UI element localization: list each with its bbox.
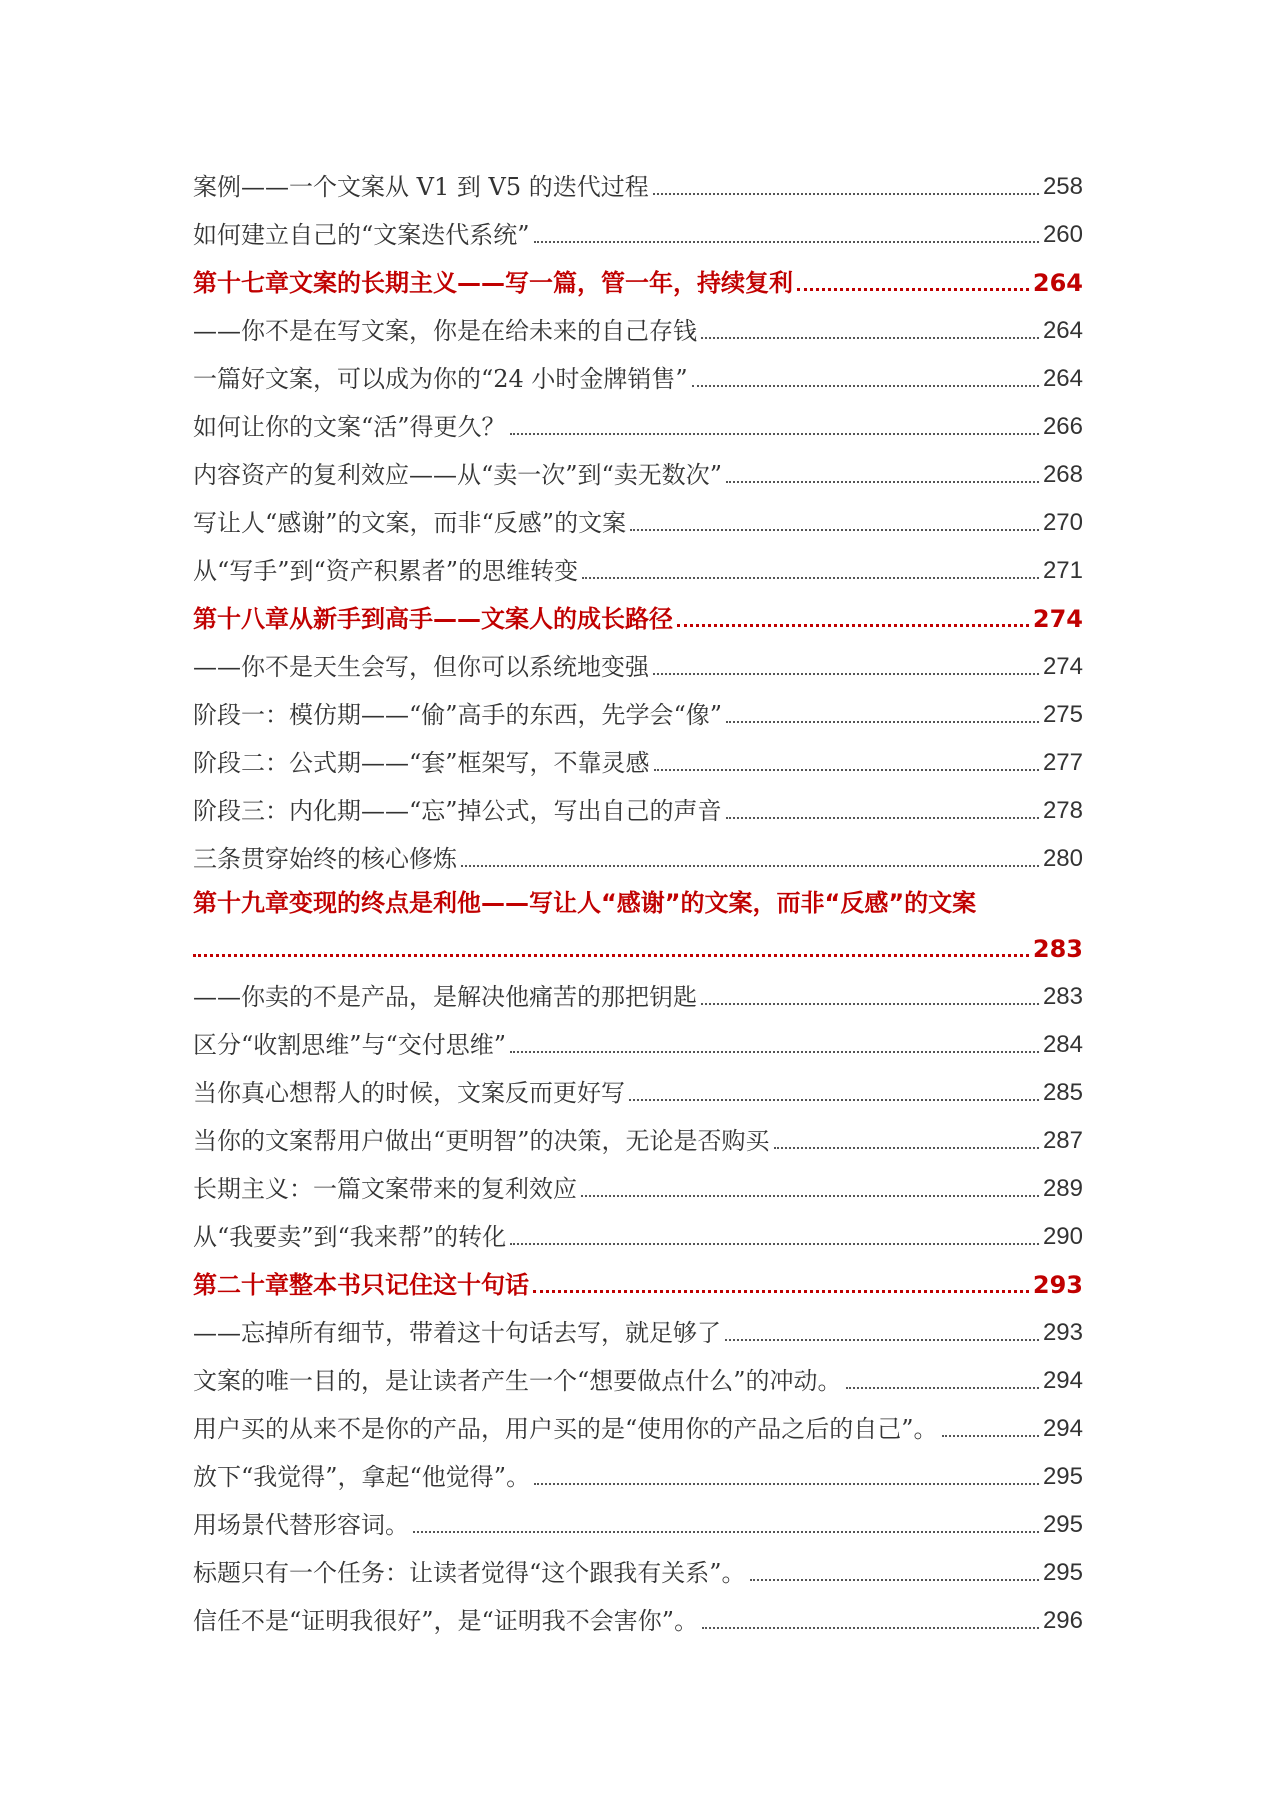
dot-leader xyxy=(653,673,1039,675)
dot-leader xyxy=(846,1387,1039,1389)
chapter-title: 第十七章文案的长期主义——写一篇，管一年，持续复利 xyxy=(193,269,793,297)
section-title: 阶段三：内化期——“忘”掉公式，写出自己的声音 xyxy=(193,797,722,825)
page-number: 275 xyxy=(1042,701,1083,728)
page-number: 289 xyxy=(1042,1175,1083,1202)
dot-leader xyxy=(701,1003,1039,1005)
toc-section-entry[interactable] xyxy=(193,964,1083,1012)
toc-section-entry[interactable] xyxy=(193,442,1083,490)
dot-leader xyxy=(510,1051,1039,1053)
page-number: 283 xyxy=(1032,935,1083,963)
section-title: ——你不是天生会写，但你可以系统地变强 xyxy=(193,653,649,681)
section-title: 三条贯穿始终的核心修炼 xyxy=(193,845,457,873)
toc-section-entry[interactable] xyxy=(193,1540,1083,1588)
section-title: 案例——一个文案从 V1 到 V5 的迭代过程 xyxy=(193,173,649,201)
dot-leader xyxy=(701,337,1039,339)
page-number: 274 xyxy=(1042,653,1083,680)
toc-section-entry[interactable] xyxy=(193,1204,1083,1252)
dot-leader xyxy=(461,865,1039,867)
page-number: 278 xyxy=(1042,797,1083,824)
page-number: 285 xyxy=(1042,1079,1083,1106)
dot-leader xyxy=(654,769,1039,771)
page-number: 264 xyxy=(1032,269,1083,297)
toc-section-entry[interactable] xyxy=(193,298,1083,346)
page-number: 283 xyxy=(1042,983,1083,1010)
section-title: 当你真心想帮人的时候，文案反而更好写 xyxy=(193,1079,625,1107)
toc-chapter-entry[interactable] xyxy=(193,586,1083,634)
section-title: 阶段一：模仿期——“偷”高手的东西，先学会“像” xyxy=(193,701,723,729)
section-title: 文案的唯一目的，是让读者产生一个“想要做点什么”的冲动。 xyxy=(193,1367,842,1395)
section-title: 信任不是“证明我很好”，是“证明我不会害你”。 xyxy=(193,1607,699,1635)
section-title: 放下“我觉得”，拿起“他觉得”。 xyxy=(193,1463,531,1491)
toc-section-entry[interactable] xyxy=(193,634,1083,682)
toc-section-entry[interactable] xyxy=(193,826,1083,874)
toc-section-entry[interactable] xyxy=(193,202,1083,250)
page-number: 258 xyxy=(1042,173,1083,200)
section-title: 标题只有一个任务：让读者觉得“这个跟我有关系”。 xyxy=(193,1559,746,1587)
toc-section-entry[interactable] xyxy=(193,1108,1083,1156)
toc-section-entry[interactable] xyxy=(193,1060,1083,1108)
page-number: 287 xyxy=(1042,1127,1083,1154)
dot-leader xyxy=(702,1627,1039,1629)
dot-leader xyxy=(413,1531,1039,1533)
dot-leader xyxy=(653,193,1039,195)
page-number: 290 xyxy=(1042,1223,1083,1250)
page-number: 284 xyxy=(1042,1031,1083,1058)
dot-leader xyxy=(797,288,1029,291)
dot-leader xyxy=(533,1290,1029,1293)
chapter-title: 第十九章变现的终点是利他——写让人“感谢”的文案，而非“反感”的文案 xyxy=(193,889,977,917)
toc-section-entry[interactable] xyxy=(193,154,1083,202)
toc-section-entry[interactable] xyxy=(193,1396,1083,1444)
toc-section-entry[interactable] xyxy=(193,1156,1083,1204)
section-title: 用户买的从来不是你的产品，用户买的是“使用你的产品之后的自己”。 xyxy=(193,1415,938,1443)
page-number: 280 xyxy=(1042,845,1083,872)
toc-section-entry[interactable] xyxy=(193,394,1083,442)
section-title: 一篇好文案，可以成为你的“24 小时金牌销售” xyxy=(193,365,688,393)
table-of-contents xyxy=(193,154,1083,1636)
toc-section-entry[interactable] xyxy=(193,1300,1083,1348)
dot-leader xyxy=(629,1099,1039,1101)
toc-section-entry[interactable] xyxy=(193,346,1083,394)
section-title: ——你卖的不是产品，是解决他痛苦的那把钥匙 xyxy=(193,983,697,1011)
dot-leader xyxy=(510,433,1039,435)
section-title: 从“写手”到“资产积累者”的思维转变 xyxy=(193,557,579,585)
dot-leader xyxy=(774,1147,1039,1149)
dot-leader xyxy=(750,1579,1039,1581)
dot-leader xyxy=(582,577,1039,579)
section-title: 用场景代替形容词。 xyxy=(193,1511,409,1539)
toc-section-entry[interactable] xyxy=(193,1012,1083,1060)
section-title: 如何建立自己的“文案迭代系统” xyxy=(193,221,530,249)
toc-chapter-entry[interactable] xyxy=(193,1252,1083,1300)
page-number: 268 xyxy=(1042,461,1083,488)
dot-leader xyxy=(726,481,1039,483)
chapter-title: 第二十章整本书只记住这十句话 xyxy=(193,1271,529,1299)
toc-chapter-entry[interactable] xyxy=(193,874,1083,964)
toc-section-entry[interactable] xyxy=(193,538,1083,586)
section-title: 长期主义：一篇文案带来的复利效应 xyxy=(193,1175,577,1203)
dot-leader xyxy=(942,1435,1039,1437)
dot-leader xyxy=(726,721,1039,723)
toc-section-entry[interactable] xyxy=(193,730,1083,778)
toc-section-entry[interactable] xyxy=(193,1348,1083,1396)
toc-chapter-entry[interactable] xyxy=(193,250,1083,298)
dot-leader xyxy=(630,529,1039,531)
dot-leader xyxy=(692,385,1039,387)
toc-section-entry[interactable] xyxy=(193,1588,1083,1636)
dot-leader xyxy=(193,954,1029,957)
section-title: 内容资产的复利效应——从“卖一次”到“卖无数次” xyxy=(193,461,723,489)
page-number: 294 xyxy=(1042,1415,1083,1442)
page-number: 274 xyxy=(1032,605,1083,633)
dot-leader xyxy=(725,1339,1039,1341)
dot-leader xyxy=(534,1483,1039,1485)
section-title: 区分“收割思维”与“交付思维” xyxy=(193,1031,507,1059)
toc-section-entry[interactable] xyxy=(193,682,1083,730)
page-number: 264 xyxy=(1042,317,1083,344)
page-number: 296 xyxy=(1042,1607,1083,1634)
toc-section-entry[interactable] xyxy=(193,778,1083,826)
page-number: 277 xyxy=(1042,749,1083,776)
dot-leader xyxy=(581,1195,1039,1197)
section-title: 当你的文案帮用户做出“更明智”的决策，无论是否购买 xyxy=(193,1127,770,1155)
page-number: 295 xyxy=(1042,1463,1083,1490)
page-number: 270 xyxy=(1042,509,1083,536)
dot-leader xyxy=(534,241,1039,243)
page-number: 295 xyxy=(1042,1559,1083,1586)
page-number: 295 xyxy=(1042,1511,1083,1538)
section-title: 写让人“感谢”的文案，而非“反感”的文案 xyxy=(193,509,627,537)
dot-leader xyxy=(726,817,1039,819)
page-number: 266 xyxy=(1042,413,1083,440)
chapter-title: 第十八章从新手到高手——文案人的成长路径 xyxy=(193,605,673,633)
section-title: 如何让你的文案“活”得更久？ xyxy=(193,413,506,441)
toc-section-entry[interactable] xyxy=(193,1444,1083,1492)
dot-leader xyxy=(510,1243,1039,1245)
page-number: 293 xyxy=(1042,1319,1083,1346)
toc-section-entry[interactable] xyxy=(193,490,1083,538)
page-number: 260 xyxy=(1042,221,1083,248)
section-title: ——你不是在写文案，你是在给未来的自己存钱 xyxy=(193,317,697,345)
section-title: 从“我要卖”到“我来帮”的转化 xyxy=(193,1223,507,1251)
page-number: 264 xyxy=(1042,365,1083,392)
section-title: 阶段二：公式期——“套”框架写，不靠灵感 xyxy=(193,749,650,777)
page-number: 293 xyxy=(1032,1271,1083,1299)
page-number: 294 xyxy=(1042,1367,1083,1394)
page-number: 271 xyxy=(1042,557,1083,584)
toc-section-entry[interactable] xyxy=(193,1492,1083,1540)
section-title: ——忘掉所有细节，带着这十句话去写，就足够了 xyxy=(193,1319,721,1347)
dot-leader xyxy=(677,624,1029,627)
